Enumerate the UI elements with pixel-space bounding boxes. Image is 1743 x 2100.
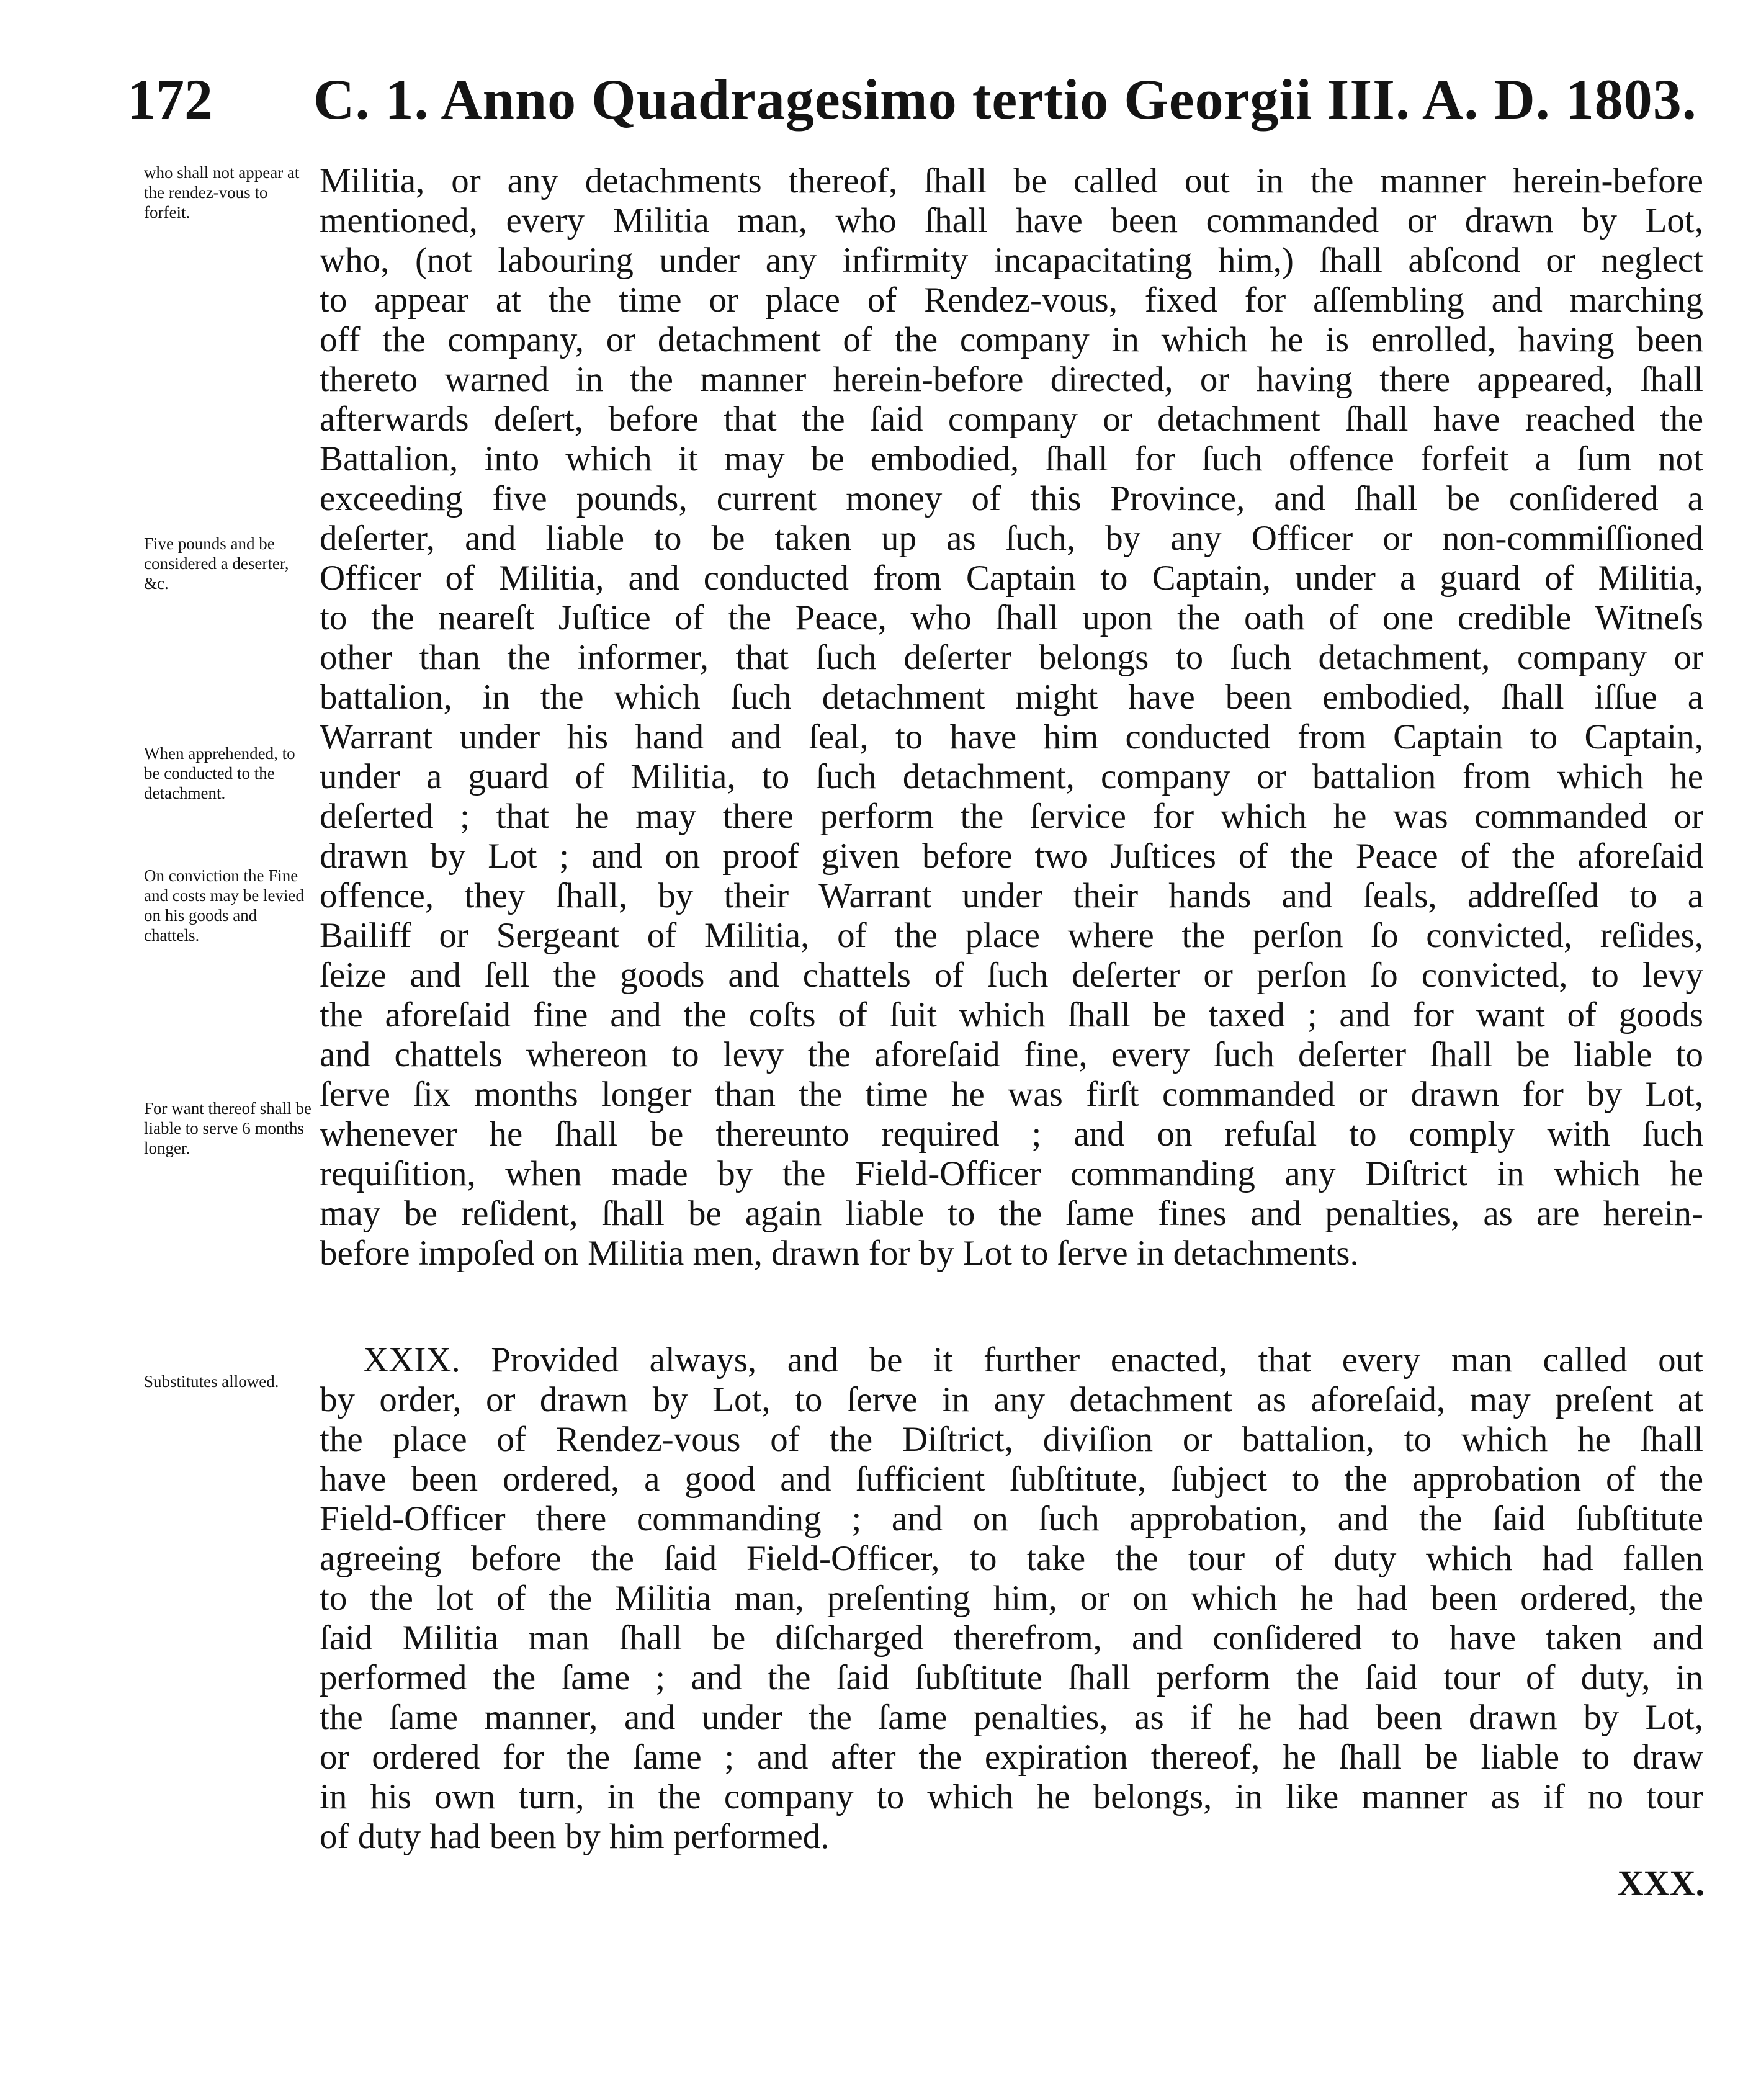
text-line: XXIX. Provided always, and be it further enacted, that every man called out [363,1340,1703,1380]
text-line: deſerter, and liable to be taken up as ſuch, by any Officer or non-commiſſioned [320,519,1703,558]
text-line: to the neareſt Juſtice of the Peace, who ſhall upon the oath of one credible Witneſs [320,598,1703,637]
text-line: offence, they ſhall, by their Warrant under their hands and ſeals, addreſſed to a [320,876,1703,915]
text-line: who, (not labouring under any infirmity incapacitating him,) ſhall abſcond or neglect [320,241,1703,280]
text-line: the ſame manner, and under the ſame penalties, as if he had been drawn by Lot, [320,1698,1703,1737]
text-line: ſeize and ſell the goods and chattels of ſuch deſerter or perſon ſo convicted, to levy [320,956,1703,995]
text-line: and chattels whereon to levy the aforeſaid fine, every ſuch deſerter ſhall be liable to [320,1035,1703,1074]
text-line: to appear at the time or place of Rendez-vous, fixed for aſſembling and marching [320,280,1703,320]
text-line: may be reſident, ſhall be again liable to the ſame fines and penalties, as are herein- [320,1194,1703,1233]
margin-note-substitutes: Substitutes allowed. [144,1372,279,1391]
margin-note-conviction: On conviction the Fine and costs may be levied on his goods and chattels. [144,866,304,945]
text-line: Officer of Militia, and conducted from Captain to Captain, under a guard of Militia, [320,559,1703,598]
text-line: agreeing before the ſaid Field-Officer, to take the tour of duty which had fallen [320,1539,1703,1578]
text-line: whenever he ſhall be thereunto required ; and on refuſal to comply with ſuch [320,1115,1703,1154]
text-line: Field-Officer there commanding ; and on ſuch approbation, and the ſaid ſubſtitute [320,1499,1703,1538]
text-line: requiſition, when made by the Field-Officer commanding any Diſtrict in which he [320,1154,1703,1193]
margin-note-apprehended: When apprehended, to be conducted to the detachment. [144,744,295,802]
text-line: ſerve ſix months longer than the time he was firſt commanded or drawn for by Lot, [320,1075,1703,1114]
text-line: battalion, in the which ſuch detachment might have been embodied, ſhall iſſue a [320,678,1703,717]
text-line: or ordered for the ſame ; and after the expiration thereof, he ſhall be liable to draw [320,1738,1703,1777]
margin-note-forfeit: who shall not appear at the rendez-vous to forfeit. [144,163,300,222]
text-line: of duty had been by him performed. [320,1817,830,1856]
text-line: Militia, or any detachments thereof, ſhall be called out in the manner herein-before [320,161,1703,200]
text-line: exceeding five pounds, current money of this Province, and ſhall be conſidered a [320,479,1703,518]
text-line: Bailiff or Sergeant of Militia, of the place where the perſon ſo convicted, reſides, [320,916,1703,955]
text-line: have been ordered, a good and ſufficient ſubſtitute, ſubject to the approbation of the [320,1460,1703,1499]
margin-note-deserter: Five pounds and be considered a deserter, &c. [144,534,289,593]
text-line: before impoſed on Militia men, drawn for by Lot to ſerve in detachments. [320,1234,1359,1273]
text-line: drawn by Lot ; and on proof given before two Juſtices of the Peace of the aforeſaid [320,837,1703,876]
text-line: the aforeſaid fine and the coſts of ſuit which ſhall be taxed ; and for want of goods [320,995,1703,1034]
text-line: other than the informer, that ſuch deſerter belongs to ſuch detachment, company or [320,638,1703,677]
text-line: afterwards deſert, before that the ſaid company or detachment ſhall have reached the [320,400,1703,439]
text-line: the place of Rendez-vous of the Diſtrict, diviſion or battalion, to which he ſhall [320,1420,1703,1459]
running-head: C. 1. Anno Quadragesimo tertio Georgii III. A. D. 1803. [313,68,1697,131]
text-line: ſaid Militia man ſhall be diſcharged therefrom, and conſidered to have taken and [320,1618,1703,1658]
catchword: XXX. [1617,1863,1705,1903]
text-line: mentioned, every Militia man, who ſhall have been commanded or drawn by Lot, [320,201,1703,240]
text-line: deſerted ; that he may there perform the ſervice for which he was commanded or [320,797,1703,836]
text-line: off the company, or detachment of the company in which he is enrolled, having been [320,320,1703,359]
text-line: thereto warned in the manner herein-before directed, or having there appeared, ſhall [320,360,1703,399]
text-line: to the lot of the Militia man, preſenting him, or on which he had been ordered, the [320,1579,1703,1618]
margin-note-serve-longer: For want thereof shall be liable to serve 6 months longer. [144,1099,311,1157]
text-line: by order, or drawn by Lot, to ſerve in any detachment as aforeſaid, may preſent at [320,1380,1703,1419]
page-header [127,62,1709,137]
text-line: Battalion, into which it may be embodied, ſhall for ſuch offence forfeit a ſum not [320,439,1703,478]
text-line: in his own turn, in the company to which he belongs, in like manner as if no tour [320,1777,1703,1816]
text-line: performed the ſame ; and the ſaid ſubſtitute ſhall perform the ſaid tour of duty, in [320,1658,1703,1697]
text-line: Warrant under his hand and ſeal, to have him conducted from Captain to Captain, [320,717,1703,756]
page-number: 172 [127,68,213,131]
text-line: under a guard of Militia, to ſuch detachment, company or battalion from which he [320,757,1703,796]
